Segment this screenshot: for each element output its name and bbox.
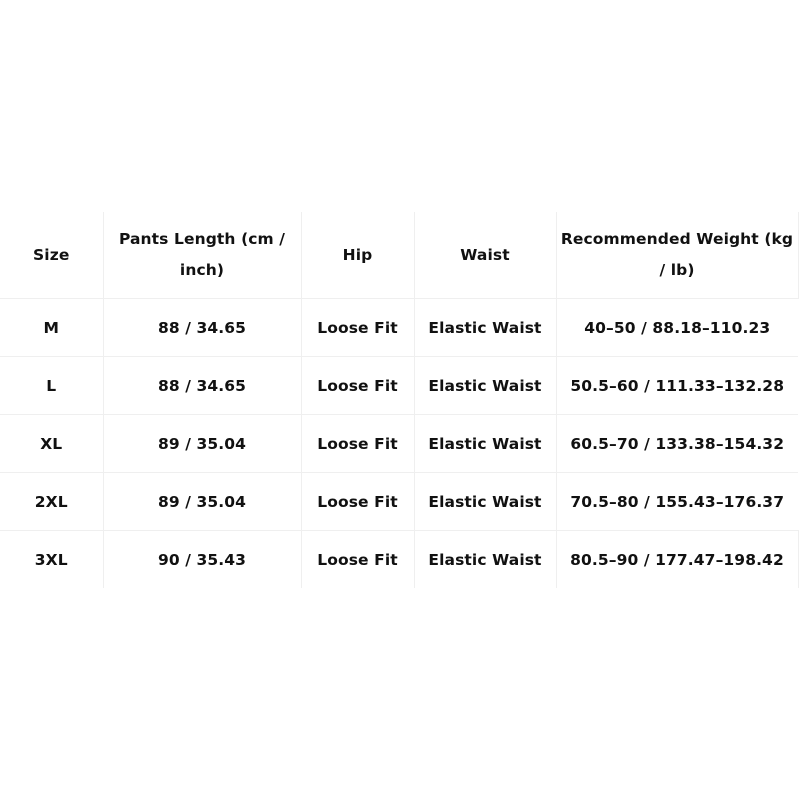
cell-size: 2XL (0, 473, 103, 531)
table-row (0, 299, 798, 357)
cell-pants-length: 89 / 35.04 (103, 473, 301, 531)
table-header (0, 212, 798, 299)
cell-pants-length: 90 / 35.43 (103, 531, 301, 589)
cell-hip: Loose Fit (301, 357, 414, 415)
cell-recommended-weight: 60.5–70 / 133.38–154.32 (556, 415, 798, 473)
cell-recommended-weight: 70.5–80 / 155.43–176.37 (556, 473, 798, 531)
cell-waist: Elastic Waist (414, 415, 556, 473)
cell-hip: Loose Fit (301, 531, 414, 589)
cell-pants-length: 89 / 35.04 (103, 415, 301, 473)
cell-hip: Loose Fit (301, 299, 414, 357)
cell-recommended-weight: 80.5–90 / 177.47–198.42 (556, 531, 798, 589)
cell-recommended-weight: 40–50 / 88.18–110.23 (556, 299, 798, 357)
cell-size: M (0, 299, 103, 357)
cell-waist: Elastic Waist (414, 473, 556, 531)
cell-size: XL (0, 415, 103, 473)
header-waist: Waist (414, 212, 556, 299)
cell-recommended-weight: 50.5–60 / 111.33–132.28 (556, 357, 798, 415)
table-row (0, 531, 798, 589)
header-recommended-weight: Recommended Weight (kg / lb) (556, 212, 798, 299)
size-chart-table (0, 212, 799, 588)
cell-pants-length: 88 / 34.65 (103, 357, 301, 415)
cell-hip: Loose Fit (301, 473, 414, 531)
header-size: Size (0, 212, 103, 299)
cell-waist: Elastic Waist (414, 531, 556, 589)
header-hip: Hip (301, 212, 414, 299)
cell-size: 3XL (34, 550, 68, 569)
table-row (0, 473, 798, 531)
header-pants-length: Pants Length (cm / inch) (103, 212, 301, 299)
header-row (0, 212, 798, 299)
cell-pants-length: 88 / 34.65 (103, 299, 301, 357)
table-row (0, 357, 798, 415)
cell-hip: Loose Fit (301, 415, 414, 473)
table-body (0, 299, 798, 589)
cell-size: L (0, 357, 103, 415)
cell-waist: Elastic Waist (414, 299, 556, 357)
cell-waist: Elastic Waist (414, 357, 556, 415)
table-row (0, 415, 798, 473)
